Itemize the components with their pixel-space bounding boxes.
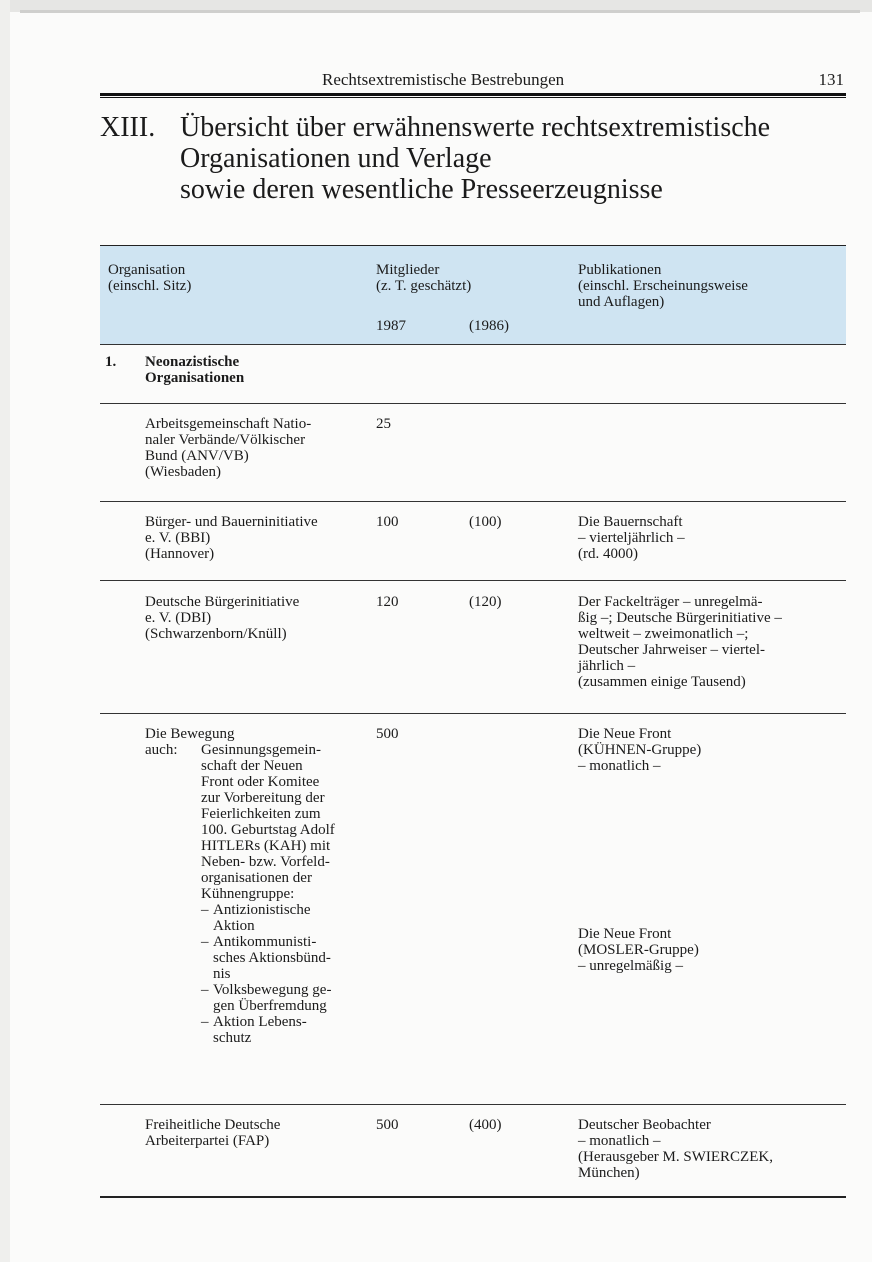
publication-line: Deutscher Beobachter: [578, 1117, 711, 1133]
row-divider: [100, 580, 846, 581]
running-head: [100, 70, 846, 94]
publication-cell: [578, 514, 685, 562]
org-line: Die Bewegung: [145, 726, 235, 742]
row-divider: [100, 713, 846, 714]
members-1986: (400): [469, 1117, 502, 1133]
org-line: Bund (ANV/VB): [145, 448, 249, 464]
org-line: Freiheitliche Deutsche: [145, 1117, 281, 1133]
org-line: Arbeitsgemeinschaft Natio-: [145, 416, 312, 432]
org-cell: [145, 1117, 280, 1149]
publication-line: – monatlich –: [578, 1133, 661, 1149]
row-divider: [100, 501, 846, 502]
chapter-title-line: sowie deren wesentliche Presseerzeugnisse: [180, 174, 663, 205]
publication-cell: [578, 726, 701, 774]
list-dash: –: [201, 982, 209, 998]
org-line: Kühnengruppe:: [201, 886, 295, 902]
header-rule-thin: [100, 97, 846, 98]
header-rule-thick: [100, 93, 846, 96]
publication-line: (Herausgeber M. SWIERCZEK,: [578, 1149, 773, 1165]
publication-cell: [578, 1117, 773, 1181]
publication-line: Die Neue Front: [578, 726, 672, 742]
org-line: Feierlichkeiten zum: [201, 806, 321, 822]
running-head-title: Rechtsextremistische Bestrebungen: [322, 70, 565, 89]
publication-line: jährlich –: [578, 658, 636, 674]
list-item-line: schutz: [213, 1030, 252, 1046]
publication-cell: [578, 594, 782, 690]
publication-line: (zusammen einige Tausend): [578, 674, 746, 690]
list-item-line: gen Überfremdung: [213, 998, 327, 1014]
org-line: Arbeiterpartei (FAP): [145, 1133, 270, 1149]
header-members-line: Mitglieder: [376, 262, 440, 278]
page-number: 131: [818, 70, 844, 89]
members-1986: (120): [469, 594, 502, 610]
publication-line: Der Fackelträger – unregelmä-: [578, 594, 763, 610]
members-1987: 100: [376, 514, 399, 530]
header-members-line: (z. T. geschätzt): [376, 278, 472, 294]
auch-label: auch:: [145, 742, 178, 758]
org-line: (Schwarzenborn/Knüll): [145, 626, 287, 642]
publication-line: – monatlich –: [578, 758, 661, 774]
org-line: Bürger- und Bauerninitiative: [145, 514, 318, 530]
auch-block: [145, 742, 335, 1046]
members-1986: (100): [469, 514, 502, 530]
chapter-title: [180, 112, 770, 205]
section-title-line: Organisationen: [145, 370, 245, 386]
publication-line: – unregelmäßig –: [578, 958, 683, 974]
org-line: Front oder Komitee: [201, 774, 320, 790]
list-item-line: Aktion Lebens-: [213, 1014, 307, 1030]
auch-text: [145, 742, 335, 1046]
table-bottom-rule: [100, 1196, 846, 1198]
header-year-1987: 1987: [376, 318, 406, 334]
header-publications-line: und Auflagen): [578, 294, 665, 310]
header-year-1986: (1986): [469, 318, 509, 334]
list-dash: –: [201, 1014, 209, 1030]
org-cell: [145, 594, 299, 642]
publication-line: – vierteljährlich –: [578, 530, 685, 546]
header-members: [376, 262, 471, 294]
section-title: [145, 354, 244, 386]
org-line: Gesinnungsgemein-: [201, 742, 321, 758]
org-line: HITLERs (KAH) mit: [201, 838, 331, 854]
members-1987: 500: [376, 1117, 399, 1133]
list-dash: –: [201, 934, 209, 950]
section-title-line: Neonazistische: [145, 354, 240, 370]
publication-line: (KÜHNEN-Gruppe): [578, 742, 702, 758]
org-line: e. V. (BBI): [145, 530, 211, 546]
list-item-line: nis: [213, 966, 231, 982]
publication-line: (rd. 4000): [578, 546, 638, 562]
list-item-line: Antikommunisti-: [213, 934, 317, 950]
row-divider: [100, 1104, 846, 1105]
org-line: Deutsche Bürgerinitiative: [145, 594, 300, 610]
list-item-line: Antizionistische: [213, 902, 311, 918]
org-line: naler Verbände/Völkischer: [145, 432, 306, 448]
row-divider: [100, 403, 846, 404]
members-1987: 25: [376, 416, 391, 432]
publication-line: Die Neue Front: [578, 926, 672, 942]
header-organisation: [108, 262, 191, 294]
header-publications-line: (einschl. Erscheinungsweise: [578, 278, 748, 294]
header-publications-line: Publikationen: [578, 262, 662, 278]
scan-edge-left: [0, 0, 10, 1262]
publication-line: weltweit – zweimonatlich –;: [578, 626, 749, 642]
list-item-line: Aktion: [213, 918, 255, 934]
org-line: zur Vorbereitung der: [201, 790, 325, 806]
header-bottom-rule: [100, 344, 846, 345]
publication-line: (MOSLER-Gruppe): [578, 942, 699, 958]
list-item: [201, 902, 335, 934]
members-1987: 120: [376, 594, 399, 610]
org-cell: [145, 726, 335, 1046]
chapter-title-line: Organisationen und Verlage: [180, 143, 492, 174]
chapter-number: XIII.: [100, 112, 156, 143]
scan-edge-line: [20, 10, 860, 13]
list-item-line: Volksbewegung ge-: [213, 982, 332, 998]
list-item-line: sches Aktionsbünd-: [213, 950, 331, 966]
org-cell: [145, 416, 311, 480]
header-organisation-line: Organisation: [108, 262, 186, 278]
org-line: e. V. (DBI): [145, 610, 212, 626]
header-organisation-line: (einschl. Sitz): [108, 278, 192, 294]
list-item: [201, 982, 335, 1014]
org-cell: [145, 514, 318, 562]
org-line: organisationen der: [201, 870, 312, 886]
org-line: (Hannover): [145, 546, 215, 562]
section-number: 1.: [105, 354, 117, 370]
header-publications: [578, 262, 748, 310]
list-dash: –: [201, 902, 209, 918]
chapter-title-line: Übersicht über erwähnenswerte rechtsextremistische: [180, 112, 771, 143]
org-line: Neben- bzw. Vorfeld-: [201, 854, 330, 870]
publication-line: Die Bauernschaft: [578, 514, 683, 530]
publication-line: München): [578, 1165, 640, 1181]
members-1987: 500: [376, 726, 399, 742]
org-line: 100. Geburtstag Adolf: [201, 822, 335, 838]
list-item: [201, 934, 335, 982]
list-item: [201, 1014, 335, 1046]
publication-cell: [578, 926, 699, 974]
publication-line: Deutscher Jahrweiser – viertel-: [578, 642, 766, 658]
publication-line: ßig –; Deutsche Bürgerinitiative –: [578, 610, 782, 626]
org-line: schaft der Neuen: [201, 758, 303, 774]
org-line: (Wiesbaden): [145, 464, 222, 480]
